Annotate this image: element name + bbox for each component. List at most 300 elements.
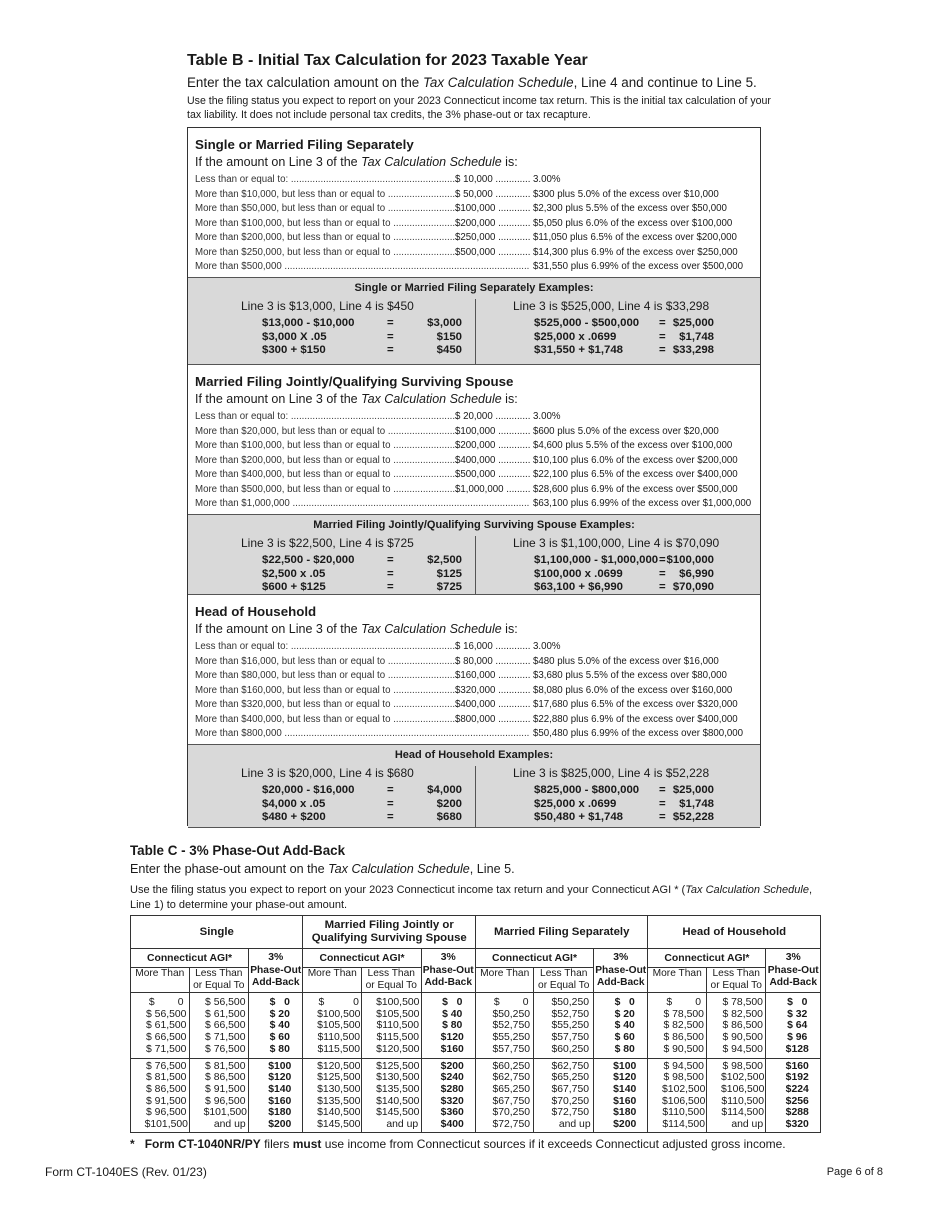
phase-out-cell: $ 82,500: [722, 1008, 763, 1020]
example-expression: $300 + $150: [262, 344, 326, 356]
example-equals: =: [659, 567, 666, 580]
phase-out-cell: and up: [731, 1119, 764, 1131]
phase-out-cell: $ 90,500: [663, 1043, 704, 1055]
rate-tax: $28,600 plus 6.9% of the excess over $500,000: [533, 483, 738, 495]
phase-out-cell: $360: [440, 1107, 464, 1119]
rate-condition-text: More than $100,000, but less than or equal to .....: [195, 218, 457, 229]
page-number: Page 6 of 8: [826, 1166, 883, 1178]
phase-out-add-column: [766, 1058, 821, 1132]
rate-condition-text: Less than or equal to: .....: [195, 411, 457, 422]
phase-out-cell: $114,500: [662, 1119, 705, 1131]
phase-out-cell: $ 94,500: [722, 1043, 763, 1055]
rate-threshold-text: $ 20,000 .....: [455, 411, 531, 422]
phase-out-cell: $ 80: [442, 1020, 463, 1032]
rate-condition: [195, 173, 457, 188]
example-result: $200: [436, 797, 462, 810]
phase-out-more-column: [648, 993, 707, 1059]
phase-out-cell: $ 98,500: [663, 1072, 704, 1084]
rate-tax: $50,480 plus 6.99% of the excess over $800,000: [533, 728, 744, 739]
percent-header: 3% Phase-Out Add-Back: [249, 949, 303, 993]
phase-out-cell: $60,250: [551, 1043, 589, 1055]
less-than-header: Less Than or Equal To: [706, 968, 766, 993]
phase-out-cell: $ 81,500: [205, 1060, 246, 1072]
example-calc-row: [534, 581, 714, 595]
rate-condition: [195, 655, 457, 670]
phase-out-less-column: [534, 993, 594, 1059]
rate-threshold-text: $250,000 .....: [455, 232, 531, 243]
example-calc-row: [534, 331, 714, 345]
example-expression: $63,100 + $6,990: [534, 581, 623, 593]
rate-condition-text: More than $160,000, but less than or equal to .....: [195, 685, 457, 696]
phase-out-cell: $52,750: [551, 1008, 589, 1020]
rate-tax: $22,880 plus 6.9% of the excess over $400,000: [533, 713, 738, 725]
rate-row: [195, 669, 758, 684]
rate-threshold: [455, 655, 531, 670]
more-than-header: More Than: [303, 968, 362, 993]
percent-header: 3% Phase-Out Add-Back: [593, 949, 647, 993]
rate-threshold-text: $200,000 .....: [455, 440, 531, 451]
rate-threshold-text: $100,000 .....: [455, 203, 531, 214]
rate-condition: [195, 439, 457, 454]
section-question: [195, 392, 518, 406]
example-calc-row: [534, 317, 714, 331]
rate-row: [195, 260, 758, 275]
phase-out-cell: $62,750: [492, 1072, 530, 1084]
phase-out-cell: $50,250: [551, 997, 589, 1008]
phase-out-cell: $115,500: [317, 1043, 361, 1055]
phase-out-cell: $120: [440, 1032, 464, 1044]
example-expression: $31,550 + $1,748: [534, 344, 623, 356]
phase-out-more-column: [303, 1058, 362, 1132]
phase-out-cell: $128: [785, 1043, 809, 1055]
examples-left: [241, 766, 462, 825]
rate-row: [195, 655, 758, 670]
phase-out-cell: $145,500: [376, 1107, 420, 1119]
example-label: Line 3 is $20,000, Line 4 is $680: [241, 766, 414, 780]
table-c-title: Table C - 3% Phase-Out Add-Back: [130, 843, 346, 858]
rate-condition-text: More than $10,000, but less than or equal to .....: [195, 189, 457, 200]
phase-out-cell: $106,500: [662, 1095, 706, 1107]
rate-condition: [195, 727, 530, 742]
rate-threshold-text: $100,000 .....: [455, 426, 531, 437]
question-text: If the amount on Line 3 of the: [195, 622, 362, 636]
example-result: $125: [436, 567, 462, 580]
phase-out-cell: and up: [558, 1119, 591, 1131]
rate-condition-text: More than $100,000, but less than or equal to .....: [195, 440, 457, 451]
example-equals: =: [387, 581, 394, 593]
rate-tax: $480 plus 5.0% of the excess over $16,000: [533, 655, 719, 667]
filing-status-header: Single: [131, 916, 303, 949]
phase-out-cell: $135,500: [376, 1083, 420, 1095]
rate-condition: [195, 497, 530, 512]
phase-out-add-column: [249, 993, 303, 1059]
rate-condition: [195, 669, 457, 684]
phase-out-header: Phase-Out Add-Back: [250, 965, 302, 988]
example-expression: $3,000 X .05: [262, 330, 327, 343]
example-equals: =: [659, 811, 666, 823]
phase-out-cell: $130,500: [317, 1083, 361, 1095]
agi-header: Connecticut AGI*: [131, 949, 249, 968]
phase-out-cell: $140: [613, 1083, 637, 1095]
phase-out-cell: $160: [613, 1095, 637, 1107]
example-expression: $50,480 + $1,748: [534, 811, 623, 823]
phase-out-less-column: [361, 993, 421, 1059]
example-expression: $22,500 - $20,000: [262, 554, 355, 566]
rate-row: [195, 684, 758, 699]
phase-out-cell: $ 81,500: [146, 1072, 187, 1084]
rate-condition: [195, 713, 457, 728]
rate-tax: $22,100 plus 6.5% of the excess over $400,000: [533, 469, 738, 480]
question-emphasis: Tax Calculation Schedule: [361, 155, 502, 169]
rate-row: [195, 173, 758, 188]
phase-out-cell: $ 0: [318, 997, 359, 1008]
rate-threshold-text: $ 10,000 .....: [455, 174, 531, 185]
phase-out-cell: $57,750: [551, 1032, 589, 1044]
question-text: is:: [501, 392, 518, 406]
rate-row: [195, 410, 758, 425]
phase-out-cell: $130,500: [376, 1072, 420, 1084]
phase-out-cell: $ 56,500: [146, 1008, 187, 1020]
phase-out-cell: $65,250: [551, 1072, 589, 1084]
rate-row: [195, 640, 758, 655]
phase-out-cell: $50,250: [492, 1008, 530, 1020]
example-result: $70,090: [672, 581, 714, 593]
table-b-subtitle: Enter the tax calculation amount on the Tax Calculation Schedule, Line 4 and continue to Line 5.: [187, 75, 757, 90]
rate-row: [195, 217, 758, 232]
example-result: $3,000: [427, 317, 462, 329]
example-label: Line 3 is $825,000, Line 4 is $52,228: [513, 766, 710, 780]
phase-out-cell: $101,500: [203, 1107, 247, 1119]
example-equals: =: [659, 317, 666, 329]
phase-out-cell: $120,500: [376, 1043, 420, 1055]
phase-out-cell: $ 32: [787, 1008, 808, 1020]
rate-condition-text: More than $400,000, but less than or equal to .....: [195, 714, 457, 725]
filing-status-section: [188, 365, 760, 595]
rate-condition-text: More than $1,000,000 .....: [195, 498, 530, 509]
table-b-title: Table B - Initial Tax Calculation for 2023 Taxable Year: [187, 52, 588, 69]
phase-out-cell: $288: [785, 1107, 809, 1119]
phase-out-cell: $110,500: [317, 1032, 361, 1044]
rate-row: [195, 246, 758, 261]
question-emphasis: Tax Calculation Schedule: [361, 392, 502, 406]
example-label: Line 3 is $525,000, Line 4 is $33,298: [513, 299, 710, 313]
rate-threshold: [455, 202, 531, 217]
rate-threshold: [455, 640, 531, 655]
rate-threshold: [455, 468, 531, 483]
phase-out-cell: $240: [440, 1072, 464, 1084]
phase-out-cell: $101,500: [144, 1119, 188, 1131]
phase-out-cell: $140: [268, 1083, 292, 1095]
rate-threshold-text: $160,000 .....: [455, 670, 531, 681]
example-result: $25,000: [672, 784, 714, 796]
examples-divider: [475, 299, 476, 364]
phase-out-cell: $224: [785, 1083, 809, 1095]
example-calc-row: [262, 344, 462, 358]
phase-out-cell: $ 78,500: [663, 1008, 704, 1020]
phase-out-cell: $ 0: [614, 997, 635, 1008]
phase-out-cell: $320: [440, 1095, 464, 1107]
phase-out-less-column: [189, 993, 249, 1059]
example-calc-row: [534, 344, 714, 358]
less-than-header: Less Than or Equal To: [534, 968, 594, 993]
rate-tax: 3.00%: [533, 174, 561, 185]
rate-condition: [195, 468, 457, 483]
phase-out-add-column: [421, 1058, 475, 1132]
example-calc-row: [262, 568, 462, 582]
phase-out-cell: $125,500: [376, 1060, 420, 1072]
phase-out-cell: $ 40: [269, 1020, 290, 1032]
question-text: If the amount on Line 3 of the: [195, 155, 362, 169]
phase-out-cell: $ 20: [269, 1008, 290, 1020]
phase-out-less-column: [361, 1058, 421, 1132]
phase-out-cell: $135,500: [317, 1095, 361, 1107]
example-equals: =: [659, 344, 666, 356]
percent-header: 3% Phase-Out Add-Back: [766, 949, 821, 993]
example-equals: =: [659, 581, 666, 593]
rate-threshold: [455, 698, 531, 713]
rate-condition: [195, 410, 457, 425]
phase-out-cell: $ 96,500: [146, 1107, 187, 1119]
example-expression: $20,000 - $16,000: [262, 784, 355, 796]
phase-out-cell: $ 56,500: [205, 997, 246, 1008]
rate-threshold: [455, 713, 531, 728]
filing-status-section: [188, 595, 760, 827]
phase-out-cell: $256: [785, 1095, 809, 1107]
rate-condition-text: More than $320,000, but less than or equal to .....: [195, 699, 457, 710]
rate-condition-text: More than $400,000, but less than or equal to .....: [195, 469, 457, 480]
example-calc-row: [534, 798, 714, 812]
example-result: $6,990: [679, 567, 714, 580]
phase-out-cell: $114,500: [721, 1107, 764, 1119]
question-text: is:: [501, 155, 518, 169]
rate-tax: $4,600 plus 5.5% of the excess over $100,000: [533, 440, 733, 451]
example-calc-row: [534, 784, 714, 798]
phase-out-cell: $145,500: [317, 1119, 361, 1131]
rate-condition-text: More than $80,000, but less than or equal to .....: [195, 670, 457, 681]
phase-out-cell: $ 20: [614, 1008, 635, 1020]
question-text: If the amount on Line 3 of the: [195, 392, 362, 406]
example-calc-row: [262, 331, 462, 345]
phase-out-cell: $102,500: [662, 1083, 706, 1095]
phase-out-cell: $ 82,500: [663, 1020, 704, 1032]
example-equals: =: [387, 554, 394, 566]
examples-right: [513, 766, 714, 825]
phase-out-more-column: [303, 993, 362, 1059]
phase-out-cell: $ 0: [666, 997, 702, 1008]
example-result: $150: [436, 330, 462, 343]
agi-header: Connecticut AGI*: [648, 949, 766, 968]
rate-condition-text: More than $800,000 .....: [195, 728, 530, 739]
rate-condition-text: More than $200,000, but less than or equal to .....: [195, 232, 457, 243]
rate-threshold: [455, 217, 531, 232]
phase-out-cell: $ 98,500: [722, 1060, 763, 1072]
phase-out-cell: $60,250: [492, 1060, 530, 1072]
rate-tax: $31,550 plus 6.99% of the excess over $500,000: [533, 261, 744, 272]
phase-out-cell: $ 96,500: [205, 1095, 246, 1107]
phase-out-cell: $192: [785, 1072, 809, 1084]
example-expression: $825,000 - $800,000: [534, 784, 640, 796]
example-calc-row: [262, 581, 462, 595]
less-than-header: Less Than or Equal To: [189, 968, 249, 993]
rate-threshold: [455, 425, 531, 440]
rate-threshold-text: $400,000 .....: [455, 699, 531, 710]
example-calc-row: [534, 554, 714, 568]
phase-out-cell: $ 40: [614, 1020, 635, 1032]
phase-out-cell: $67,750: [551, 1083, 589, 1095]
phase-out-table: [130, 915, 821, 1133]
phase-out-cell: $105,500: [317, 1020, 361, 1032]
rate-condition: [195, 217, 457, 232]
rate-threshold: [455, 188, 531, 203]
phase-out-cell: $ 60: [269, 1032, 290, 1044]
rate-condition: [195, 231, 457, 246]
phase-out-cell: $ 80: [614, 1043, 635, 1055]
example-equals: =: [387, 330, 394, 343]
rate-row: [195, 454, 758, 469]
phase-out-header: Phase-Out Add-Back: [595, 965, 647, 988]
phase-out-cell: $ 0: [269, 997, 290, 1008]
phase-out-cell: $57,750: [492, 1043, 530, 1055]
rate-row: [195, 188, 758, 203]
phase-out-add-column: [249, 1058, 303, 1132]
rate-condition-text: More than $500,000 .....: [195, 261, 530, 272]
examples-title: Married Filing Jointly/Qualifying Surviving Spouse Examples:: [313, 519, 635, 531]
rate-condition: [195, 260, 530, 275]
rate-condition: [195, 684, 457, 699]
phase-out-more-column: [131, 993, 190, 1059]
example-equals: =: [659, 330, 666, 343]
rate-threshold: [455, 246, 531, 261]
phase-out-cell: $ 96: [787, 1032, 808, 1044]
phase-out-add-column: [593, 1058, 647, 1132]
filing-status-header: Head of Household: [648, 916, 821, 949]
example-expression: $600 + $125: [262, 581, 326, 593]
rate-condition-text: More than $250,000, but less than or equal to .....: [195, 247, 457, 258]
rate-threshold-text: $200,000 .....: [455, 218, 531, 229]
phase-out-less-column: [534, 1058, 594, 1132]
example-label: Line 3 is $13,000, Line 4 is $450: [241, 299, 414, 313]
examples-left: [241, 299, 462, 358]
phase-out-cell: $ 40: [442, 1008, 463, 1020]
example-calc-row: [262, 317, 462, 331]
rate-condition-text: More than $16,000, but less than or equal to .....: [195, 656, 457, 667]
phase-out-cell: $180: [613, 1107, 637, 1119]
phase-out-cell: $ 94,500: [663, 1060, 704, 1072]
phase-out-cell: $320: [785, 1119, 809, 1131]
phase-out-cell: $ 78,500: [722, 997, 763, 1008]
filing-status-header: Married Filing Separately: [475, 916, 647, 949]
phase-out-add-column: [421, 993, 475, 1059]
phase-out-cell: $ 86,500: [205, 1072, 246, 1084]
phase-out-cell: $110,500: [376, 1020, 420, 1032]
rate-row: [195, 425, 758, 440]
example-calc-row: [262, 784, 462, 798]
more-than-header: More Than: [475, 968, 534, 993]
more-than-header: More Than: [131, 968, 190, 993]
phase-out-cell: $200: [440, 1060, 464, 1072]
rate-row: [195, 468, 758, 483]
phase-out-cell: $160: [268, 1095, 292, 1107]
section-heading: Head of Household: [195, 604, 317, 619]
rate-threshold: [455, 669, 531, 684]
rate-threshold: [455, 173, 531, 188]
phase-out-cell: $200: [613, 1119, 637, 1131]
phase-out-cell: $102,500: [721, 1072, 765, 1084]
table-c-note: Use the filing status you expect to report on your 2023 Connecticut income tax return and your Connecticut AGI * (Tax Calculation Schedule, Line 1) to determine your phase-out amount.: [130, 884, 812, 911]
phase-out-cell: $ 86,500: [663, 1032, 704, 1044]
rate-tax: $8,080 plus 6.0% of the excess over $160,000: [533, 684, 733, 696]
example-calc-row: [534, 811, 714, 825]
phase-out-less-column: [189, 1058, 249, 1132]
phase-out-cell: $ 0: [493, 997, 529, 1008]
rate-threshold-text: $400,000 .....: [455, 455, 531, 466]
section-heading: Single or Married Filing Separately: [195, 137, 414, 152]
examples-right: [513, 536, 719, 595]
example-result: $680: [436, 811, 462, 823]
phase-out-less-column: [706, 1058, 766, 1132]
phase-out-cell: $67,750: [492, 1095, 530, 1107]
rate-condition: [195, 188, 457, 203]
rate-threshold-text: $500,000 .....: [455, 469, 531, 480]
examples-panel: [188, 277, 760, 365]
phase-out-cell: $200: [268, 1119, 292, 1131]
rate-threshold-text: $ 50,000 .....: [455, 189, 531, 200]
phase-out-more-column: [648, 1058, 707, 1132]
rate-tax: 3.00%: [533, 641, 561, 652]
phase-out-more-column: [475, 1058, 534, 1132]
rate-condition: [195, 202, 457, 217]
agi-header: Connecticut AGI*: [475, 949, 593, 968]
rate-condition: [195, 246, 457, 261]
rate-row: [195, 698, 758, 713]
example-expression: $13,000 - $10,000: [262, 317, 355, 329]
percent-header: 3% Phase-Out Add-Back: [421, 949, 475, 993]
example-expression: $4,000 x .05: [262, 797, 326, 810]
rate-tax: $63,100 plus 6.99% of the excess over $1,000,000: [533, 498, 752, 509]
section-question: [195, 155, 518, 169]
phase-out-cell: $100,500: [317, 1008, 361, 1020]
rate-tax: $2,300 plus 5.5% of the excess over $50,000: [533, 203, 727, 214]
example-result: $4,000: [427, 784, 462, 796]
phase-out-cell: $72,750: [492, 1119, 530, 1131]
section-heading: Married Filing Jointly/Qualifying Surviving Spouse: [195, 374, 514, 389]
table-b-box: [187, 127, 761, 826]
phase-out-cell: and up: [213, 1119, 246, 1131]
example-result: $25,000: [672, 317, 714, 329]
example-equals: =: [387, 811, 394, 823]
phase-out-cell: $280: [440, 1083, 464, 1095]
examples-title: Single or Married Filing Separately Examples:: [354, 282, 594, 294]
filing-status-header: Married Filing Jointly or Qualifying Surviving Spouse: [303, 916, 475, 949]
phase-out-cell: $70,250: [492, 1107, 530, 1119]
example-result: $725: [436, 581, 462, 593]
phase-out-cell: $55,250: [492, 1032, 530, 1044]
phase-out-less-column: [706, 993, 766, 1059]
rate-condition: [195, 698, 457, 713]
phase-out-cell: $105,500: [376, 1008, 420, 1020]
rate-row: [195, 713, 758, 728]
examples-right: [513, 299, 714, 358]
phase-out-cell: $ 0: [148, 997, 184, 1008]
rate-condition-text: Less than or equal to: .....: [195, 174, 457, 185]
phase-out-cell: $ 80: [269, 1043, 290, 1055]
examples-left: [241, 536, 462, 595]
example-expression: $25,000 x .0699: [534, 797, 617, 810]
phase-out-cell: $ 76,500: [205, 1043, 246, 1055]
rate-tax: $5,050 plus 6.0% of the excess over $100,000: [533, 217, 733, 229]
example-calc-row: [262, 554, 462, 568]
rate-tax: $600 plus 5.0% of the excess over $20,000: [533, 425, 719, 437]
